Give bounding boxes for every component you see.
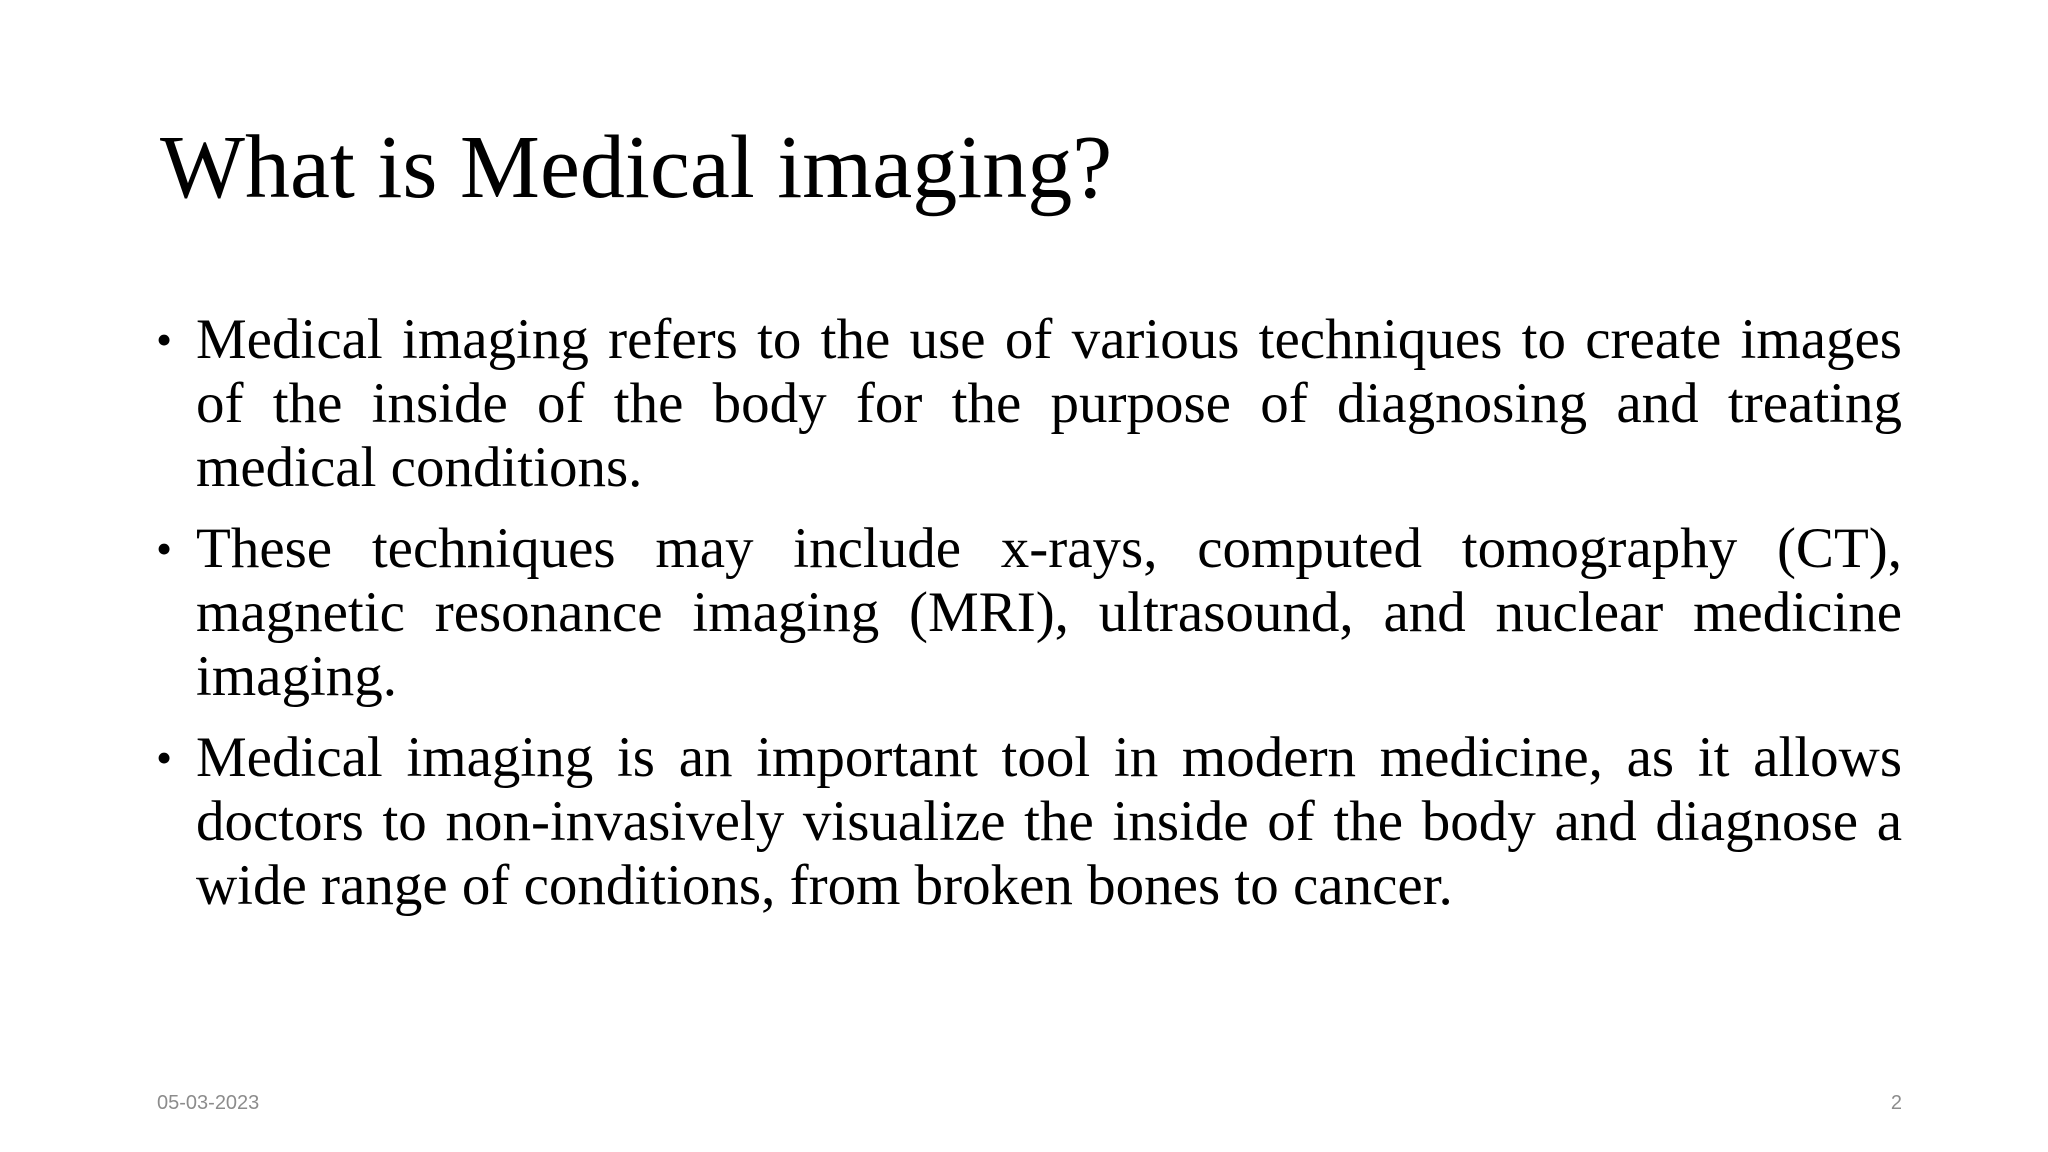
footer-page-number: 2 (1890, 1092, 1902, 1114)
bullet-dot-icon: • (156, 732, 173, 783)
slide-title: What is Medical imaging? (160, 118, 1113, 217)
footer-date: 05-03-2023 (157, 1092, 260, 1114)
bullet-text: These techniques may include x-rays, computed tomography (CT), magnetic resonance imaging (MRI), ultrasound, and nuclear medicine imaging. (196, 517, 1902, 708)
bullet-text: Medical imaging is an important tool in modern medicine, as it allows doctors to non-invasively visualize the inside of the body and diagnose a wide range of conditions, from broken bones to cancer. (196, 726, 1902, 917)
bullet-item (156, 308, 1902, 500)
bullet-list (156, 308, 1902, 935)
bullet-dot-icon: • (156, 523, 173, 574)
bullet-dot-icon: • (156, 314, 173, 365)
bullet-item (156, 517, 1902, 709)
bullet-item (156, 726, 1902, 918)
bullet-text: Medical imaging refers to the use of various techniques to create images of the inside of the body for the purpose of diagnosing and treating medical conditions. (196, 308, 1902, 499)
